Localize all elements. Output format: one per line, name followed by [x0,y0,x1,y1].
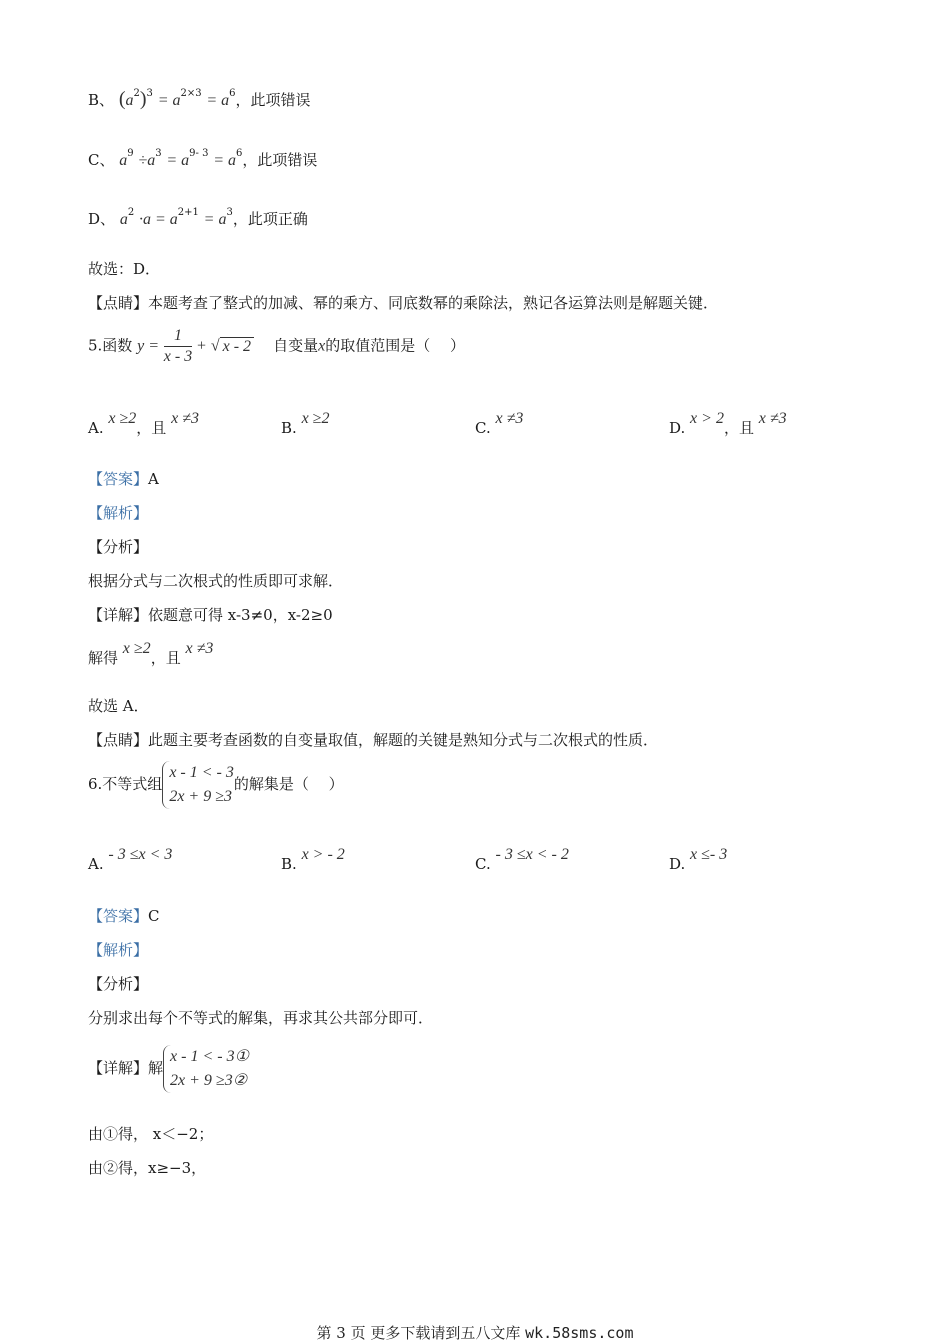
q6-option-d[interactable]: D. x ≤- 3 [669,846,728,873]
math-expression: ( [118,88,126,110]
footer-link[interactable]: wk.58sms.com [525,1324,634,1342]
question-6: 6.不等式组 x - 1 < - 3 2x + 9 ≥3 的解集是（ ） [88,761,344,809]
step-line: 由①得， x＜−2； [88,1125,214,1143]
q6-option-c[interactable]: C. - 3 ≤x < - 2 [475,846,569,873]
analysis-heading: 【解析】 [88,941,149,959]
choose-line: 故选：D． [88,260,161,278]
q5-option-c[interactable]: C. x ≠3 [475,410,524,437]
detail-line: 【详解】解 x - 1 < - 3① 2x + 9 ≥3② [88,1045,249,1093]
fraction: $\frac{1}{x - 3}$ [163,327,193,365]
analysis-heading: 【解析】 [88,504,149,522]
fenxi-text: 分别求出每个不等式的解集，再求其公共部分即可． [88,1009,434,1027]
tip-paragraph: 【点睛】此题主要考查函数的自变量取值，解题的关键是熟知分式与二次根式的性质． [88,731,659,749]
option-b-explanation: B、 $(a^2)^3 = a^{2\times 3} = a^6$，此项错误 [88,88,311,110]
solution-line: 解得 x ≥2，且 x ≠3 [88,640,214,667]
step-line: 由②得，x≥−3， [88,1159,207,1177]
inequality-system: x - 1 < - 3 2x + 9 ≥3 [162,761,234,809]
detail-text: 【详解】依题意可得 x-3≠0，x-2≥0 [88,606,333,624]
square-root: x - 2 [220,337,254,356]
option-d-explanation: D、 $a^2 \cdot a = a^{2+1} = a^3$，此项正确 [88,207,308,228]
question-5: 5.函数 y = $\frac{1}{x - 3}$ + √ x - 2 自变量x的取值范围是（ ） [88,327,466,365]
q5-option-d[interactable]: D. x > 2，且 x ≠3 [669,410,787,437]
fenxi-heading: 【分析】 [88,538,149,556]
inequality-system: x - 1 < - 3① 2x + 9 ≥3② [163,1045,249,1093]
answer-line: 【答案】C [88,907,160,925]
choose-line: 故选 A． [88,697,149,715]
fenxi-heading: 【分析】 [88,975,149,993]
tip-paragraph: 【点睛】本题考查了整式的加减、幂的乘方、同底数幂的乘除法，熟记各运算法则是解题关键． [88,294,719,312]
q6-option-b[interactable]: B. x > - 2 [281,846,345,873]
option-c-explanation: C、 $a^9 \div a^3 = a^{9- 3} = a^6$，此项错误 [88,148,318,169]
q5-option-a[interactable]: A. x ≥2，且 x ≠3 [88,410,199,437]
page-footer: 第 3 页 更多下载请到五八文库 wk.58sms.com [316,1324,634,1342]
q6-option-a[interactable]: A. - 3 ≤x < 3 [88,846,173,873]
q5-option-b[interactable]: B. x ≥2 [281,410,330,437]
answer-line: 【答案】A [88,470,159,488]
fenxi-text: 根据分式与二次根式的性质即可求解． [88,572,344,590]
